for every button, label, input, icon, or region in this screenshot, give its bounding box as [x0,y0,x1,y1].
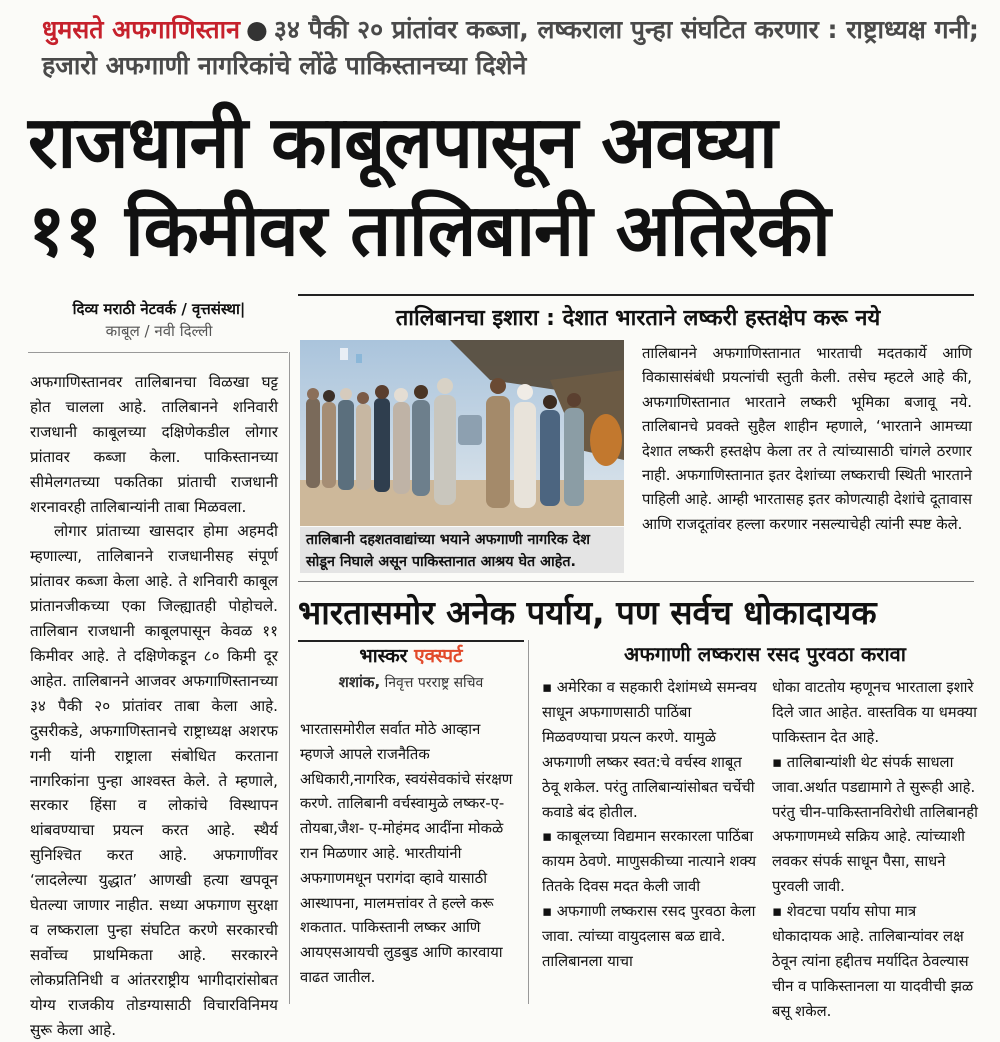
strap-kicker: धुमसते अफगाणिस्तान [42,15,240,44]
expert-title: निवृत्त परराष्ट्र सचिव [384,675,484,691]
byline-source: दिव्य मराठी नेटवर्क / वृत्तसंस्था| [72,300,246,318]
expert-box [298,642,524,692]
photo-caption: तालिबानी दहशतवाद्यांच्या भयाने अफगाणी नागरिक देश सोडून निघाले असून पाकिस्तानात आश्रय घेत आहेत. [300,527,624,573]
headline-line-1: राजधानी काबूलपासून अवघ्या [28,100,777,184]
expert-byline [298,672,524,692]
strap [42,12,982,84]
bullet-icon: ● [245,15,268,44]
column-divider-right [528,640,529,1004]
main-story-para-1: अफगाणिस्तानवर तालिबानचा विळखा घट्ट होत चालला आहे. तालिबानने शनिवारी राजधानी काबूलच्या दक्षिणेकडील लोगार प्रांतावर कब्जा केला. पाकिस्तानच्या सीमेलगतच्या पकतिका प्रांताची राजधानी शरनावरही तालिबान्यांनी ताबा मिळवला. [30,373,278,516]
strap-text: ३४ पैकी २० प्रांतांवर कब्जा, लष्कराला पुन्हा संघटित करणार : राष्ट्राध्यक्ष गनी; हजारो अफगाणी नागरिकांचे लोंढे पाकिस्तानच्या दिशेने [42,15,979,80]
refugee-photo [300,340,624,526]
main-story-para-2: लोगार प्रांताच्या खासदार होमा अहमदी म्हणाल्या, तालिबानने राजधानीसह संपूर्ण प्रांतावर कब्जा केला आहे. ते शनिवारी काबूल प्रांतानजीकच्या एका जिल्ह्यातही पोहोचले. तालिबान राजधानी काबूलपासून केवळ ११ किमीवर आहे. ते दक्षिणेकडून ८० किमी दूर आहेत. तालिबानने आजवर अफगाणिस्तानच्या ३४ पैकी २० प्रांतांवर ताबा केला आहे. दुसरीकडे, अफगाणिस्तानचे राष्ट्राध्यक्ष अशरफ गनी यांनी राष्ट्राला संबोधित करताना नागरिकांना पुन्हा आश्वस्त केले. ते म्हणाले, सरकार हिंसा व लोकांचे विस्थापन थांबवण्याचा प्रयत्न करत आहे. स्थैर्य सुनिश्चित करत आहे. अफगाणींवर ‘लादलेल्या युद्धात’ आणखी हत्या खपवून घेतल्या जाणार नाहीत. सध्या अफगाण सुरक्षा व लष्कराला पुन्हा संघटित करणे सरकारची सर्वोच्च प्राथमिकता आहे. सरकारने लोकप्रतिनिधी व आंतरराष्ट्रीय भागीदारांसोबत योग्य राजकीय तोडग्यासाठी विचारविनिमय सुरू केला आहे. [30,522,278,1039]
option-item: ▪ काबूलच्या विद्यमान सरकारला पाठिंबा कायम ठेवणे. माणुसकीच्या नात्याने शक्य तितके दिवस मदत केली जावी [542,828,757,896]
rule-byline-bottom [28,352,288,353]
byline-place: काबूल / नवी दिल्ली [105,322,213,340]
rule-options-top [298,581,974,582]
headline-line-2: ११ किमीवर तालिबानी अतिरेकी [28,188,830,272]
taliban-warning-heading: तालिबानचा इशारा : देशात भारताने लष्करी हस्तक्षेप करू नये [395,306,881,331]
expert-name: शशांक, [338,673,381,691]
expert-brand [298,642,524,668]
byline [44,298,274,342]
option-item: ▪ तालिबान्यांशी थेट संपर्क साधला जावा.अर्थात पडद्यामागे ते सुरूही आहे. परंतु चीन-पाकिस्तानविरोधी तालिबानही अफगाणमध्ये सक्रिय आहे. त्यांच्याशी लवकर संपर्क साधून पैसा, साधने पुरवली जावी. [772,753,978,896]
options-column-b [772,676,980,1025]
expert-brand-a: भास्कर [359,645,408,667]
options-heading: भारतासमोर अनेक पर्याय, पण सर्वच धोकादायक [298,593,877,632]
option-item: ▪ अमेरिका व सहकारी देशांमध्ये समन्वय साधून अफगाणसाठी पाठिंबा मिळवण्याचा प्रयत्न करणे. यामुळे अफगाणी लष्कर स्वत:चे वर्चस्व शाबूत ठेवू शकेल. परंतु तालिबान्यांसोबत चर्चेची कवाडे बंद होतील. [542,679,757,821]
taliban-warning-body: तालिबानने अफगाणिस्तानात भारताची मदतकार्ये आणि विकासासंबंधी प्रयत्नांची स्तुती केली. तसेच म्हटले आहे की, अफगाणिस्तानात भारताने लष्करी भूमिका बजावू नये. तालिबानचे प्रवक्ते सुहैल शाहीन म्हणाले, ‘भारताने आमच्या देशात लष्करी हस्तक्षेप केला तर ते त्यांच्यासाठी चांगले ठरणार नाही. अफगाणिस्तानात इतर देशांच्या लष्कराची स्थिती भारताने पाहिली आहे. आम्ही भारतासह इतर कोणत्याही देशांचे दूतावास आणि राजदूतांवर हल्ला करणार नसल्याचेही त्यांनी स्पष्ट केले. [642,345,972,533]
expert-brand-b: एक्स्पर्ट [414,645,463,667]
option-item: ▪ शेवटचा पर्याय सोपा मात्र धोकादायक आहे. तालिबान्यांवर लक्ष ठेवून त्यांना हद्दीतच मर्यादित ठेवल्यास चीन व पाकिस्तानला या यादवीची झळ बसू शकेल. [772,903,974,1020]
option-item: ▪ अफगाणी लष्करास रसद पुरवठा केला जावा. त्यांच्या वायुदलास बळ द्यावे. तालिबानला याचा [542,903,756,970]
main-story [30,370,278,1042]
column-divider-left [289,352,290,1004]
options-column-a [542,676,760,975]
main-headline [28,98,988,274]
expert-body: भारतासमोरील सर्वात मोठे आव्हान म्हणजे आपले राजनैतिक अधिकारी,नागरिक, स्वयंसेवकांचे संरक्षण करणे. तालिबानी वर्चस्वामुळे लष्कर-ए-तोयबा,जैश- ए-मोहंमद आदींना मोकळे रान मिळणार आहे. भारतीयांनी अफगाणमधून परागंदा व्हावे यासाठी आस्थापना, मालमत्तांवर ते हल्ले करू शकतात. पाकिस्तानी लष्कर आणि आयएसआयची लुडबुड आणि कारवाया वाढत जातील. [300,721,513,986]
option-item: धोका वाटतोय म्हणूनच भारताला इशारे दिले जात आहेत. वास्तविक या धमक्या पाकिस्तान देत आहे. [772,679,977,746]
options-subheading: अफगाणी लष्करास रसद पुरवठा करावा [624,642,906,666]
rule-top-right [298,294,974,296]
